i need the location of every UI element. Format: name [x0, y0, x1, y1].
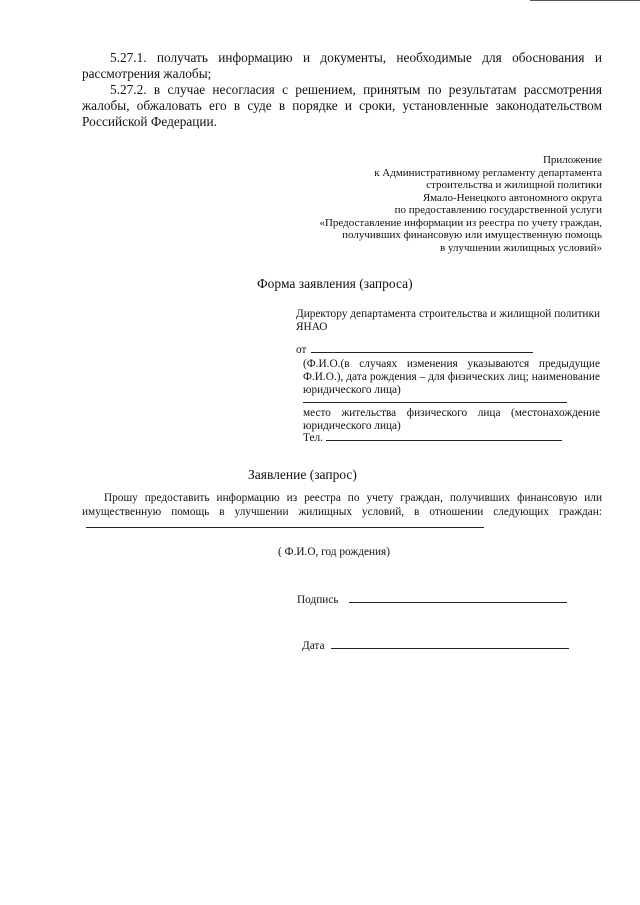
date-field-line[interactable] [331, 648, 569, 649]
appendix-line: в улучшении жилищных условий» [440, 241, 602, 254]
top-rule [530, 0, 640, 1]
addressee-from: от [296, 344, 600, 357]
appendix-line: Приложение [542, 154, 602, 166]
from-field-line[interactable] [311, 352, 533, 353]
phone-field-line[interactable] [326, 440, 562, 441]
form-title: Форма заявления (запроса) [257, 276, 413, 291]
appendix-line: по предоставлению государственной услуги [394, 204, 602, 216]
date-row: Дата [302, 640, 569, 652]
fio-year-hint: ( Ф.И.О, год рождения) [278, 546, 391, 558]
phone-row: Тел. [303, 432, 600, 445]
clause-5-27-1: 5.27.1. получать информацию и документы, необходимые для обоснования и рассмотрения жалобы; [82, 50, 602, 81]
signature-row: Подпись [297, 594, 567, 606]
addressee-director: Директору департамента строительства и жилищной политики ЯНАО [296, 308, 600, 333]
appendix-line: строительства и жилищной политики [426, 179, 602, 191]
appendix-header [262, 154, 602, 254]
statement-title: Заявление (запрос) [248, 467, 357, 482]
appendix-line: Ямало-Ненецкого автономного округа [422, 191, 602, 204]
fio-field-line[interactable] [303, 402, 567, 403]
appendix-line: к Административному регламенту департамента [374, 166, 602, 179]
citizens-field-line[interactable] [86, 527, 484, 528]
request-text: Прошу предоставить информацию из реестра по учету граждан, получивших финансовую или имущественную помощь в улучшении жилищных условий, в отношении следующих граждан: [82, 492, 602, 533]
clause-5-27-2: 5.27.2. в случае несогласия с решением, принятым по результатам рассмотрения жалобы, обжаловать его в суде в порядке и сроки, установленные законодательством Российской Федерации. [82, 82, 602, 129]
appendix-line: «Предоставление информации из реестра по учету граждан, [319, 216, 602, 229]
signature-field-line[interactable] [349, 602, 567, 603]
residence-hint: место жительства физического лица (местонахождение юридического лица) [303, 407, 600, 432]
fio-hint: (Ф.И.О.(в случаях изменения указываются предыдущие Ф.И.О.), дата рождения – для физических лиц; наименование юридического лица) [303, 358, 600, 396]
appendix-line: получивших финансовую или имущественную помощь [342, 229, 602, 241]
